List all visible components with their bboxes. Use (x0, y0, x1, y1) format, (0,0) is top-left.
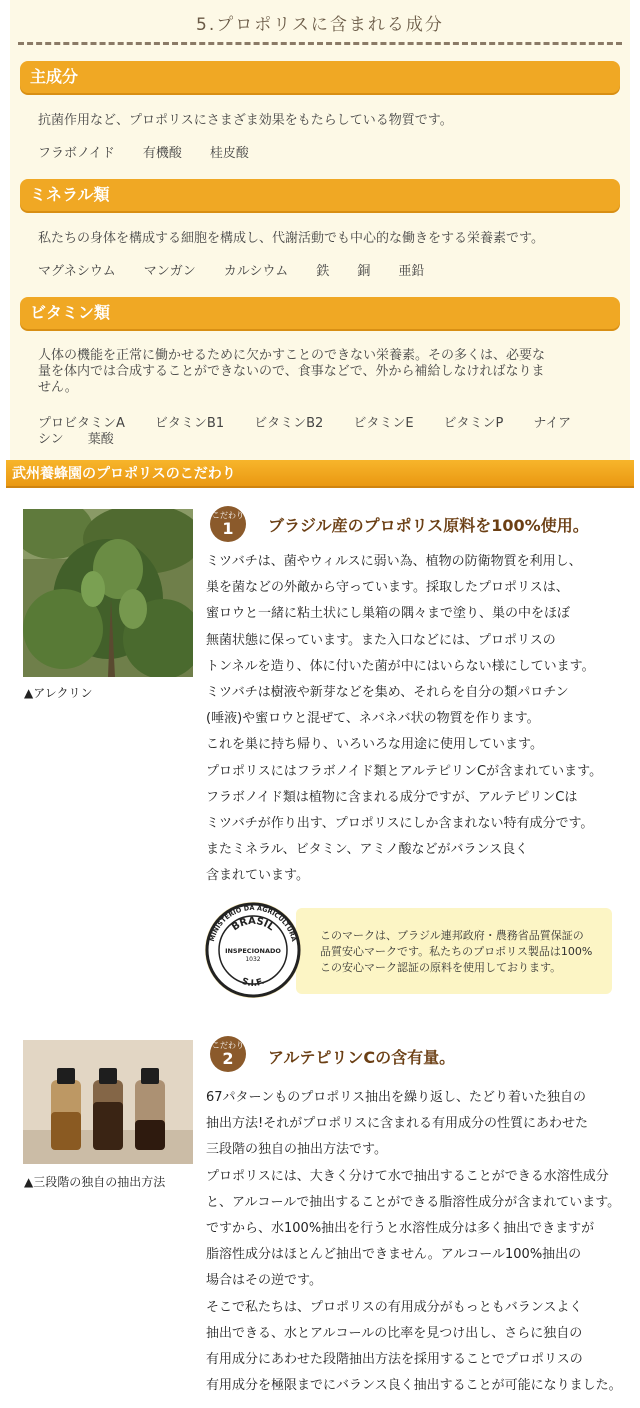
body-line: 三段階の独自の抽出方法です。 (206, 1142, 387, 1158)
item-label: 銅 (357, 264, 371, 279)
description-line: 人体の機能を正常に働かせるために欠かすことのできない栄養素。その多くは、必要な (38, 348, 546, 363)
photo-caption: ▲三段階の独自の抽出方法 (24, 1175, 166, 1189)
seal-country: BRASIL (229, 915, 277, 934)
category-items (38, 146, 604, 162)
alecrim-plant-photo (23, 509, 193, 677)
item-label: ビタミンP (443, 416, 504, 431)
seal-line: このマークは、ブラジル連邦政府・農務省品質保証の (320, 929, 584, 942)
body-line: ミツバチは、菌やウィルスに弱い為、植物の防衛物質を利用し、 (206, 554, 582, 569)
body-line: トンネルを造り、体に付いた菌が中にはいらない様にしています。 (206, 658, 595, 674)
item-label: カルシウム (223, 264, 289, 279)
body-line: 蜜ロウと一緒に粘土状にし巣箱の隅々まで塗り、巣の中をほぼ (206, 606, 571, 622)
body-line: と、アルコールで抽出することができる脂溶性成分が含まれています。 (206, 1194, 621, 1210)
badge-label: こだわり (212, 511, 244, 520)
description-line: 量を体内では合成することができないので、食事などで、外から補給しなければなりま (38, 364, 545, 379)
ingredients-section (10, 0, 630, 462)
body-line: 抽出方法!それがプロポリスに含まれる有用成分の性質にあわせた (206, 1116, 588, 1132)
item-label: ナイア (533, 416, 572, 431)
item-label: シン (38, 432, 64, 447)
item-label: マンガン (143, 264, 196, 279)
body-line: 67パターンものプロポリス抽出を繰り返し、たどり着いた独自の (206, 1090, 587, 1105)
category-description: 私たちの身体を構成する細胞を構成し、代謝活動でも中心的な働きをする栄養素です。 (38, 231, 544, 246)
category-description: 抗菌作用など、プロポリスにさまざま効果をもたらしている物質です。 (38, 113, 453, 128)
category-items (38, 264, 604, 280)
body-line: これを巣に持ち帰り、いろいろな用途に使用しています。 (206, 737, 543, 753)
sif-seal-icon (203, 900, 303, 1000)
item-label: マグネシウム (38, 264, 116, 279)
item-label: プロビタミンA (38, 416, 125, 431)
badge-number: 2 (222, 1049, 234, 1068)
item-label: 葉酸 (87, 432, 114, 447)
section-header (18, 4, 622, 44)
photo-caption: ▲アレクリン (24, 686, 93, 700)
item-label: ビタミンE (353, 416, 414, 431)
item-label: 亜鉛 (398, 264, 425, 279)
body-line: そこで私たちは、プロポリスの有用成分がもっともバランスよく (206, 1299, 583, 1315)
kodawari-banner: 武州養蜂園のプロポリスのこだわり (6, 460, 634, 488)
point-body (206, 1085, 622, 1399)
item-label: ビタミンB1 (154, 416, 225, 431)
category-items (38, 416, 604, 432)
item-label: ビタミンB2 (254, 416, 324, 431)
seal-inspected: INSPECIONADO (225, 947, 281, 955)
category-description (38, 348, 604, 396)
section-title: 5.プロポリスに含まれる成分 (196, 15, 444, 35)
point-body (206, 549, 602, 890)
dashed-divider (18, 42, 622, 45)
description-line: せん。 (38, 380, 78, 395)
point-heading: アルテピリンCの含有量。 (268, 1048, 456, 1067)
body-line: 有用成分を極限までにバランス良く抽出することが可能になりました。 (206, 1378, 622, 1394)
seal-number: 1032 (245, 956, 261, 963)
category-bar-vitamins: ビタミン類 (20, 297, 620, 329)
seal-line: この安心マーク認証の原料を使用しております。 (320, 961, 562, 974)
body-line: 場合はその逆です。 (206, 1273, 322, 1289)
category-bar-minerals: ミネラル類 (20, 179, 620, 211)
body-line: 無菌状態に保っています。また入口などには、プロポリスの (206, 632, 556, 648)
body-line: プロポリスには、大きく分けて水で抽出することができる水溶性成分 (206, 1168, 609, 1184)
item-label: フラボノイド (38, 146, 115, 161)
body-line: ミツバチは樹液や新芽などを集め、それらを自分の類パロチン (206, 685, 569, 701)
seal-arc-text: MINISTÉRIO DA AGRICULTURA (207, 903, 299, 943)
badge-number: 1 (222, 519, 234, 538)
seal-line: 品質安心マークです。私たちのプロポリス製品は100% (320, 945, 593, 958)
body-line: ですから、水100%抽出を行うと水溶性成分は多く抽出できますが (206, 1221, 595, 1237)
body-line: 巣を菌などの外敵から守っています。採取したプロポリスは、 (206, 580, 569, 596)
extraction-bottles-photo (23, 1040, 193, 1164)
item-label: 桂皮酸 (209, 146, 249, 161)
item-label: 有機酸 (142, 146, 182, 161)
body-line: フラボノイド類は植物に含まれる成分ですが、アルテピリンCは (206, 789, 578, 805)
item-label: 鉄 (316, 264, 330, 279)
kodawari-badge (210, 506, 246, 542)
category-bar-main: 主成分 (20, 61, 620, 93)
body-line: ミツバチが作り出す、プロポリスにしか含まれない特有成分です。 (206, 816, 594, 832)
badge-label: こだわり (212, 1041, 244, 1050)
body-line: 含まれています。 (206, 868, 309, 884)
body-line: 脂溶性成分はほとんど抽出できません。アルコール100%抽出の (206, 1247, 582, 1263)
body-line: 抽出できる、水とアルコールの比率を見つけ出し、さらに独自の (206, 1325, 583, 1341)
body-line: プロポリスにはフラボノイド類とアルテピリンCが含まれています。 (206, 763, 603, 779)
point-heading: ブラジル産のプロポリス原料を100%使用。 (268, 516, 589, 535)
body-line: (唾液)や蜜ロウと混ぜて、ネバネバ状の物質を作ります。 (206, 711, 540, 727)
seal-sif: S.I.F. (239, 976, 267, 990)
body-line: 有用成分にあわせた段階抽出方法を採用することでプロポリスの (206, 1352, 583, 1368)
category-items-wrap (38, 432, 604, 448)
seal-description (320, 928, 592, 976)
body-line: またミネラル、ビタミン、アミノ酸などがバランス良く (206, 842, 529, 858)
kodawari-badge (210, 1036, 246, 1072)
